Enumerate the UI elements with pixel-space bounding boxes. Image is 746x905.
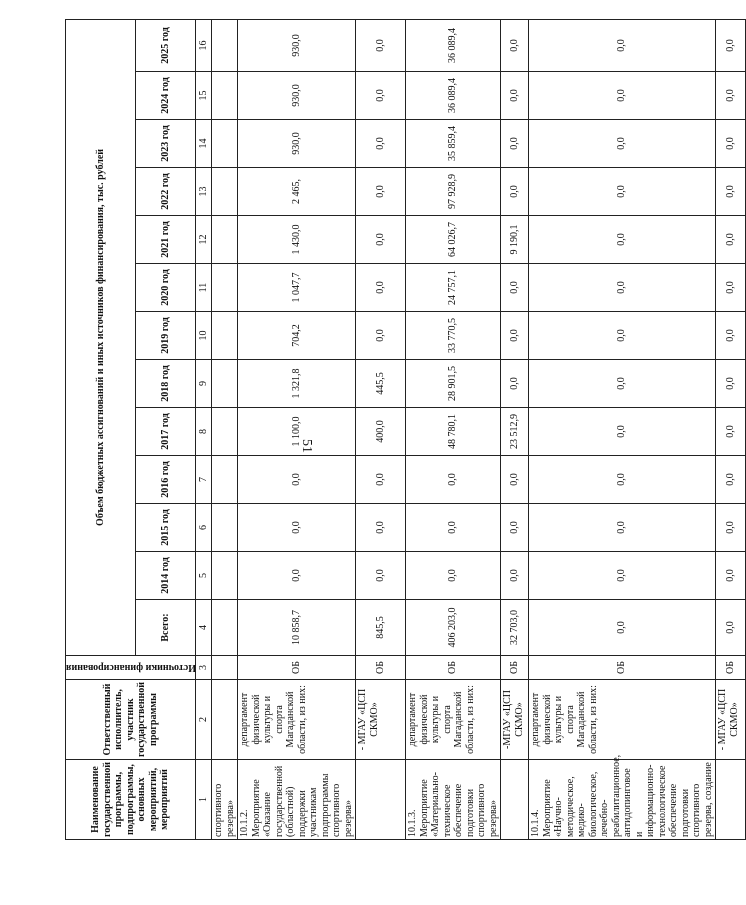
row-executor: -МГАУ «ЦСП СКМО» [501,680,529,760]
header-year: 2022 год [136,168,196,216]
cell-value: 32 703,0 [501,600,529,656]
cell-value: 0,0 [501,552,529,600]
header-funding: Объем бюджетных ассигнований и иных источников финансирования, тыс. рублей [66,19,136,655]
cell-value: 48 780,1 [406,408,501,456]
cell-value: 36 089,4 [406,72,501,120]
cell-value: 0,0 [716,312,746,360]
header-year: 2024 год [136,72,196,120]
header-year: 2015 год [136,504,196,552]
cell-value: 845,5 [356,600,406,656]
cell-value [212,72,238,120]
cell-value: 0,0 [716,408,746,456]
cell-value: 0,0 [501,360,529,408]
col-number: 11 [196,264,212,312]
header-year: 2017 год [136,408,196,456]
cell-value: 0,0 [529,408,716,456]
table-row [238,19,356,839]
row-source: ОБ [529,656,716,680]
cell-value: 0,0 [356,120,406,168]
cell-value: 406 203,0 [406,600,501,656]
row-source: ОБ [501,656,529,680]
cell-value: 0,0 [238,504,356,552]
col-number: 9 [196,360,212,408]
cell-value: 930,0 [238,72,356,120]
cell-value: 0,0 [716,168,746,216]
cell-value: 10 858,7 [238,600,356,656]
cell-value: 0,0 [529,19,716,71]
cell-value: 0,0 [356,19,406,71]
header-total: Всего: [136,600,196,656]
cell-value: 0,0 [501,264,529,312]
header-year: 2020 год [136,264,196,312]
cell-value: 0,0 [501,72,529,120]
cell-value: 0,0 [406,504,501,552]
header-year: 2025 год [136,19,196,71]
cell-value: 0,0 [529,120,716,168]
row-source: ОБ [406,656,501,680]
cell-value: 0,0 [501,504,529,552]
cell-value [212,19,238,71]
col-number: 10 [196,312,212,360]
cell-value: 0,0 [529,600,716,656]
cell-value: 0,0 [716,360,746,408]
table-row [212,19,238,839]
cell-value [212,216,238,264]
cell-value [212,360,238,408]
page-number: 51 [299,439,314,453]
cell-value: 0,0 [529,360,716,408]
cell-value: 0,0 [529,312,716,360]
row-executor: департамент физической культуры и спорта Магаданской области, из них: [406,680,501,760]
row-executor: департамент физической культуры и спорта Магаданской области, из них: [529,680,716,760]
cell-value [212,312,238,360]
cell-value: 64 026,7 [406,216,501,264]
col-number: 16 [196,19,212,71]
header-year: 2016 год [136,456,196,504]
cell-value: 930,0 [238,19,356,71]
cell-value: 0,0 [716,456,746,504]
col-number: 13 [196,168,212,216]
col-number: 3 [196,656,212,680]
header-name: Наименование государственной программы, подпрограммы, основных мероприятий, мероприятий [66,760,196,840]
row-executor [212,680,238,760]
cell-value: 0,0 [716,504,746,552]
row-name: 10.1.4. Мероприятие «Научно-методическое, медико-биологическое, лечебно-реабилитационное, антидопинговое и информационно-технологическое обеспечение подготовки спортивного резерва, создание [529,760,716,840]
row-source: ОБ [716,656,746,680]
cell-value: 930,0 [238,120,356,168]
cell-value: 1 430,0 [238,216,356,264]
cell-value: 0,0 [356,552,406,600]
cell-value: 0,0 [356,504,406,552]
col-number: 14 [196,120,212,168]
row-source [212,656,238,680]
cell-value: 0,0 [501,19,529,71]
row-name [356,760,406,840]
row-source: ОБ [356,656,406,680]
cell-value: 0,0 [716,120,746,168]
cell-value: 1 100,0 [238,408,356,456]
cell-value [212,504,238,552]
cell-value: 0,0 [501,312,529,360]
cell-value: 0,0 [406,456,501,504]
cell-value: 445,5 [356,360,406,408]
cell-value: 0,0 [356,216,406,264]
row-name [716,760,746,840]
row-executor: - МГАУ «ЦСП СКМО» [356,680,406,760]
cell-value: 0,0 [406,552,501,600]
cell-value [212,456,238,504]
header-year: 2019 год [136,312,196,360]
cell-value [212,264,238,312]
cell-value: 0,0 [238,456,356,504]
cell-value [212,120,238,168]
col-number: 12 [196,216,212,264]
cell-value: 1 321,8 [238,360,356,408]
row-executor: департамент физической культуры и спорта Магаданской области, из них: [238,680,356,760]
cell-value: 0,0 [501,120,529,168]
cell-value: 23 512,9 [501,408,529,456]
cell-value: 0,0 [716,216,746,264]
cell-value: 0,0 [716,72,746,120]
col-number: 7 [196,456,212,504]
table-row [529,19,716,839]
cell-value: 0,0 [501,168,529,216]
cell-value [212,600,238,656]
cell-value: 33 770,5 [406,312,501,360]
col-number: 15 [196,72,212,120]
cell-value: 1 047,7 [238,264,356,312]
cell-value: 2 465, [238,168,356,216]
cell-value: 0,0 [716,552,746,600]
cell-value: 704,2 [238,312,356,360]
col-number: 6 [196,504,212,552]
cell-value: 0,0 [716,19,746,71]
header-year: 2023 год [136,120,196,168]
cell-value: 9 190,1 [501,216,529,264]
cell-value: 400,0 [356,408,406,456]
cell-value: 0,0 [356,168,406,216]
col-number: 8 [196,408,212,456]
row-name: 10.1.3. Мероприятие «Материально-техническое обеспечение подготовки спортивного резерва» [406,760,501,840]
header-executor: Ответственный исполнитель, участник государственной программы [66,680,196,760]
table-row [356,19,406,839]
row-executor: - МГАУ «ЦСП СКМО» [716,680,746,760]
col-number: 5 [196,552,212,600]
cell-value: 24 757,1 [406,264,501,312]
row-source: ОБ [238,656,356,680]
cell-value: 0,0 [529,168,716,216]
cell-value: 36 089,4 [406,19,501,71]
table-row [716,19,746,839]
row-name [501,760,529,840]
cell-value [212,168,238,216]
col-number: 1 [196,760,212,840]
cell-value: 0,0 [529,552,716,600]
cell-value: 0,0 [529,456,716,504]
table-row [501,19,529,839]
cell-value: 0,0 [716,600,746,656]
table-row [406,19,501,839]
cell-value: 0,0 [356,456,406,504]
header-year: 2018 год [136,360,196,408]
header-source: Источники финансирования [66,656,196,680]
cell-value [212,408,238,456]
rotated-table-page [65,20,740,840]
cell-value: 0,0 [529,72,716,120]
col-number: 4 [196,600,212,656]
cell-value: 0,0 [238,552,356,600]
funding-table [65,19,746,840]
header-year: 2014 год [136,552,196,600]
row-name: 10.1.2. Мероприятие «Оказание государственной (областной) поддержки участникам подпрограммы спортивного резерва» [238,760,356,840]
row-name: спортивного резерва» [212,760,238,840]
cell-value: 0,0 [356,312,406,360]
cell-value: 97 928,9 [406,168,501,216]
cell-value: 0,0 [529,504,716,552]
cell-value: 35 859,4 [406,120,501,168]
cell-value: 28 901,5 [406,360,501,408]
cell-value: 0,0 [356,264,406,312]
cell-value: 0,0 [356,72,406,120]
cell-value: 0,0 [529,216,716,264]
header-year: 2021 год [136,216,196,264]
cell-value [212,552,238,600]
cell-value: 0,0 [501,456,529,504]
col-number: 2 [196,680,212,760]
cell-value: 0,0 [529,264,716,312]
cell-value: 0,0 [716,264,746,312]
